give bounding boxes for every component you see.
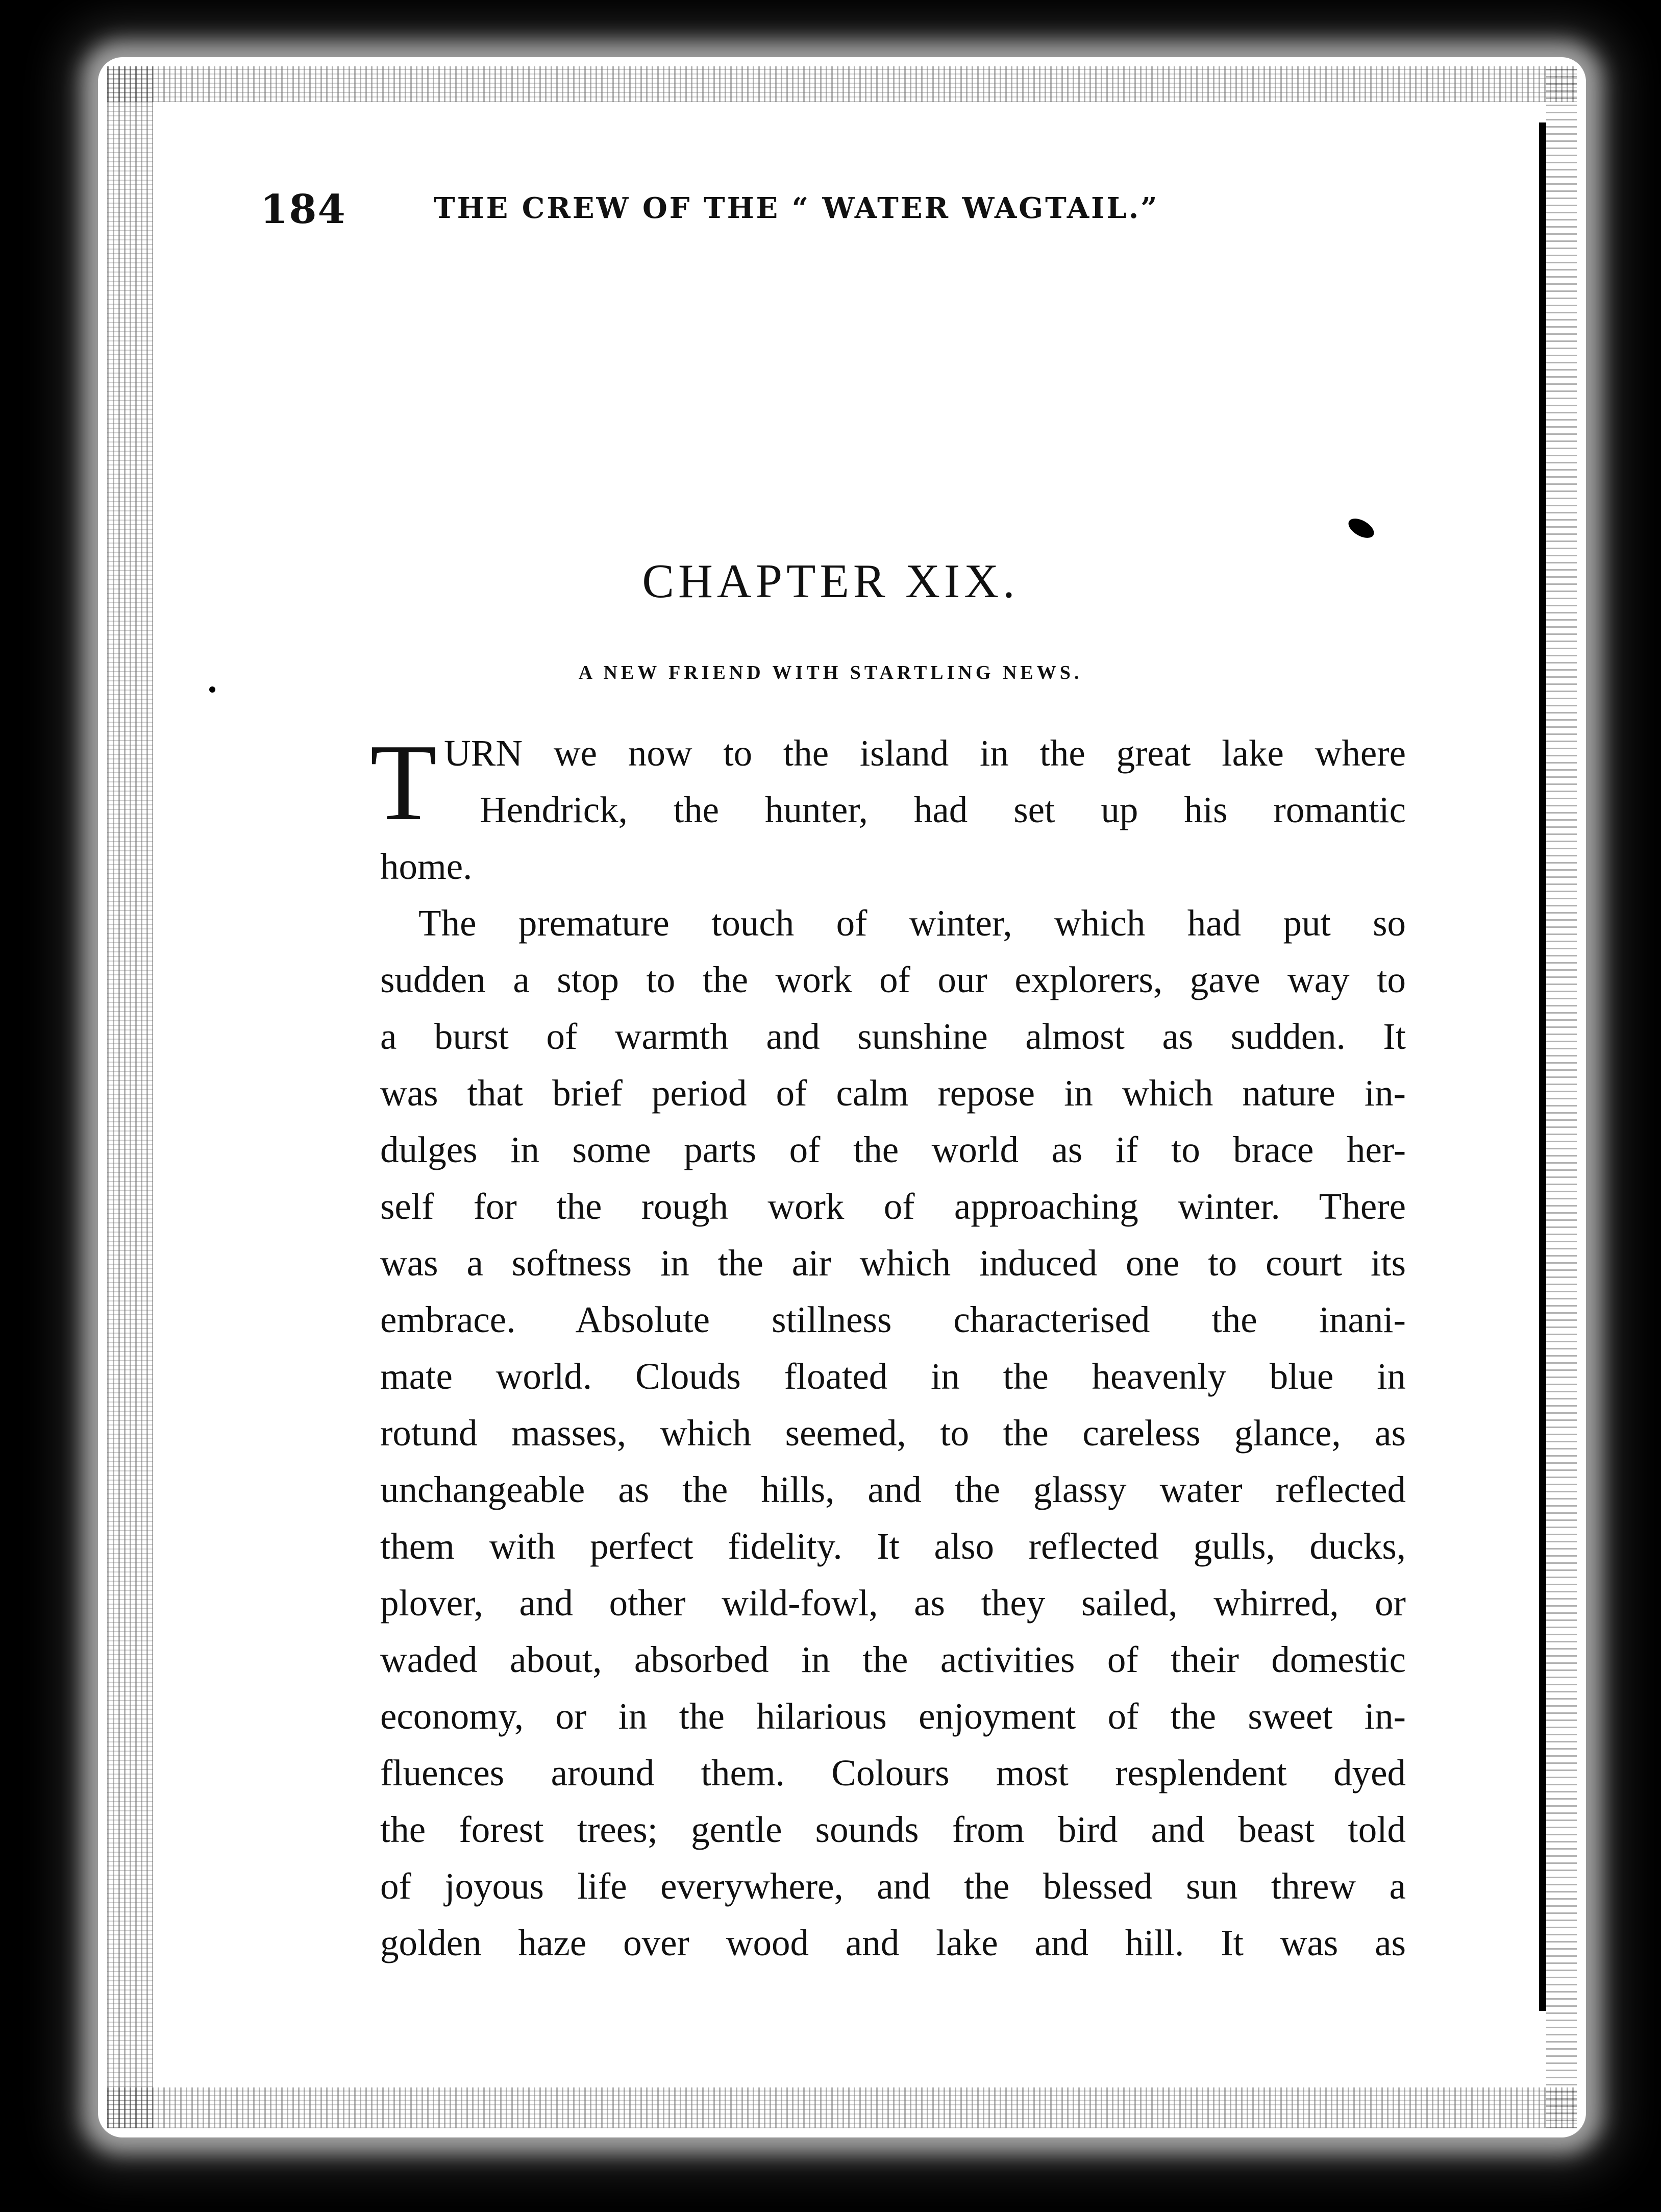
text-line: The premature touch of winter, which had put so — [418, 902, 1406, 944]
body-text — [370, 721, 1406, 1971]
page-edge-right — [1546, 66, 1577, 2128]
text-line: plover, and other wild-fowl, as they sailed, whirred, or — [380, 1582, 1406, 1624]
drop-cap: T — [370, 721, 437, 843]
text-line: golden haze over wood and lake and hill. It was as — [380, 1922, 1406, 1963]
page-number: 184 — [260, 186, 346, 233]
text-line: fluences around them. Colours most resplendent dyed — [380, 1752, 1406, 1793]
running-head — [260, 186, 1434, 242]
chapter-title: CHAPTER XIX. — [642, 555, 1019, 608]
text-line: a burst of warmth and sunshine almost as sudden. It — [380, 1016, 1406, 1057]
text-line: of joyous life everywhere, and the blessed sun threw a — [380, 1865, 1406, 1907]
page-gutter-line — [1539, 122, 1546, 2011]
ink-smudge — [1345, 514, 1377, 542]
text-line: unchangeable as the hills, and the glassy water reflected — [380, 1469, 1406, 1510]
text-line: mate world. Clouds floated in the heavenly blue in — [380, 1356, 1406, 1397]
ink-speck — [209, 686, 215, 693]
page-edge-top — [107, 66, 1577, 102]
text-line: waded about, absorbed in the activities of their domestic — [380, 1639, 1406, 1680]
text-line: the forest trees; gentle sounds from bird and beast told — [380, 1809, 1406, 1850]
page-edge-bottom — [107, 2087, 1577, 2128]
text-line: URN we now to the island in the great lake where — [444, 732, 1406, 774]
text-line: economy, or in the hilarious enjoyment of the sweet in- — [380, 1695, 1406, 1737]
text-line: Hendrick, the hunter, had set up his romantic — [480, 789, 1406, 830]
text-line: them with perfect fidelity. It also reflected gulls, ducks, — [380, 1526, 1406, 1567]
text-line: was a softness in the air which induced one to court its — [380, 1242, 1406, 1284]
text-line: rotund masses, which seemed, to the careless glance, as — [380, 1412, 1406, 1454]
text-line: sudden a stop to the work of our explorers, gave way to — [380, 959, 1406, 1000]
chapter-subtitle: A NEW FRIEND WITH STARTLING NEWS. — [578, 662, 1083, 683]
text-line: dulges in some parts of the world as if to brace her- — [380, 1129, 1406, 1170]
running-head-title: THE CREW OF THE “ WATER WAGTAIL.” — [434, 191, 1159, 225]
text-line: embrace. Absolute stillness characterised the inani- — [380, 1299, 1406, 1340]
text-line: self for the rough work of approaching winter. There — [380, 1186, 1406, 1227]
text-line: home. — [380, 846, 473, 887]
page-edge-left — [107, 66, 153, 2128]
text-line: was that brief period of calm repose in which nature in- — [380, 1072, 1406, 1114]
